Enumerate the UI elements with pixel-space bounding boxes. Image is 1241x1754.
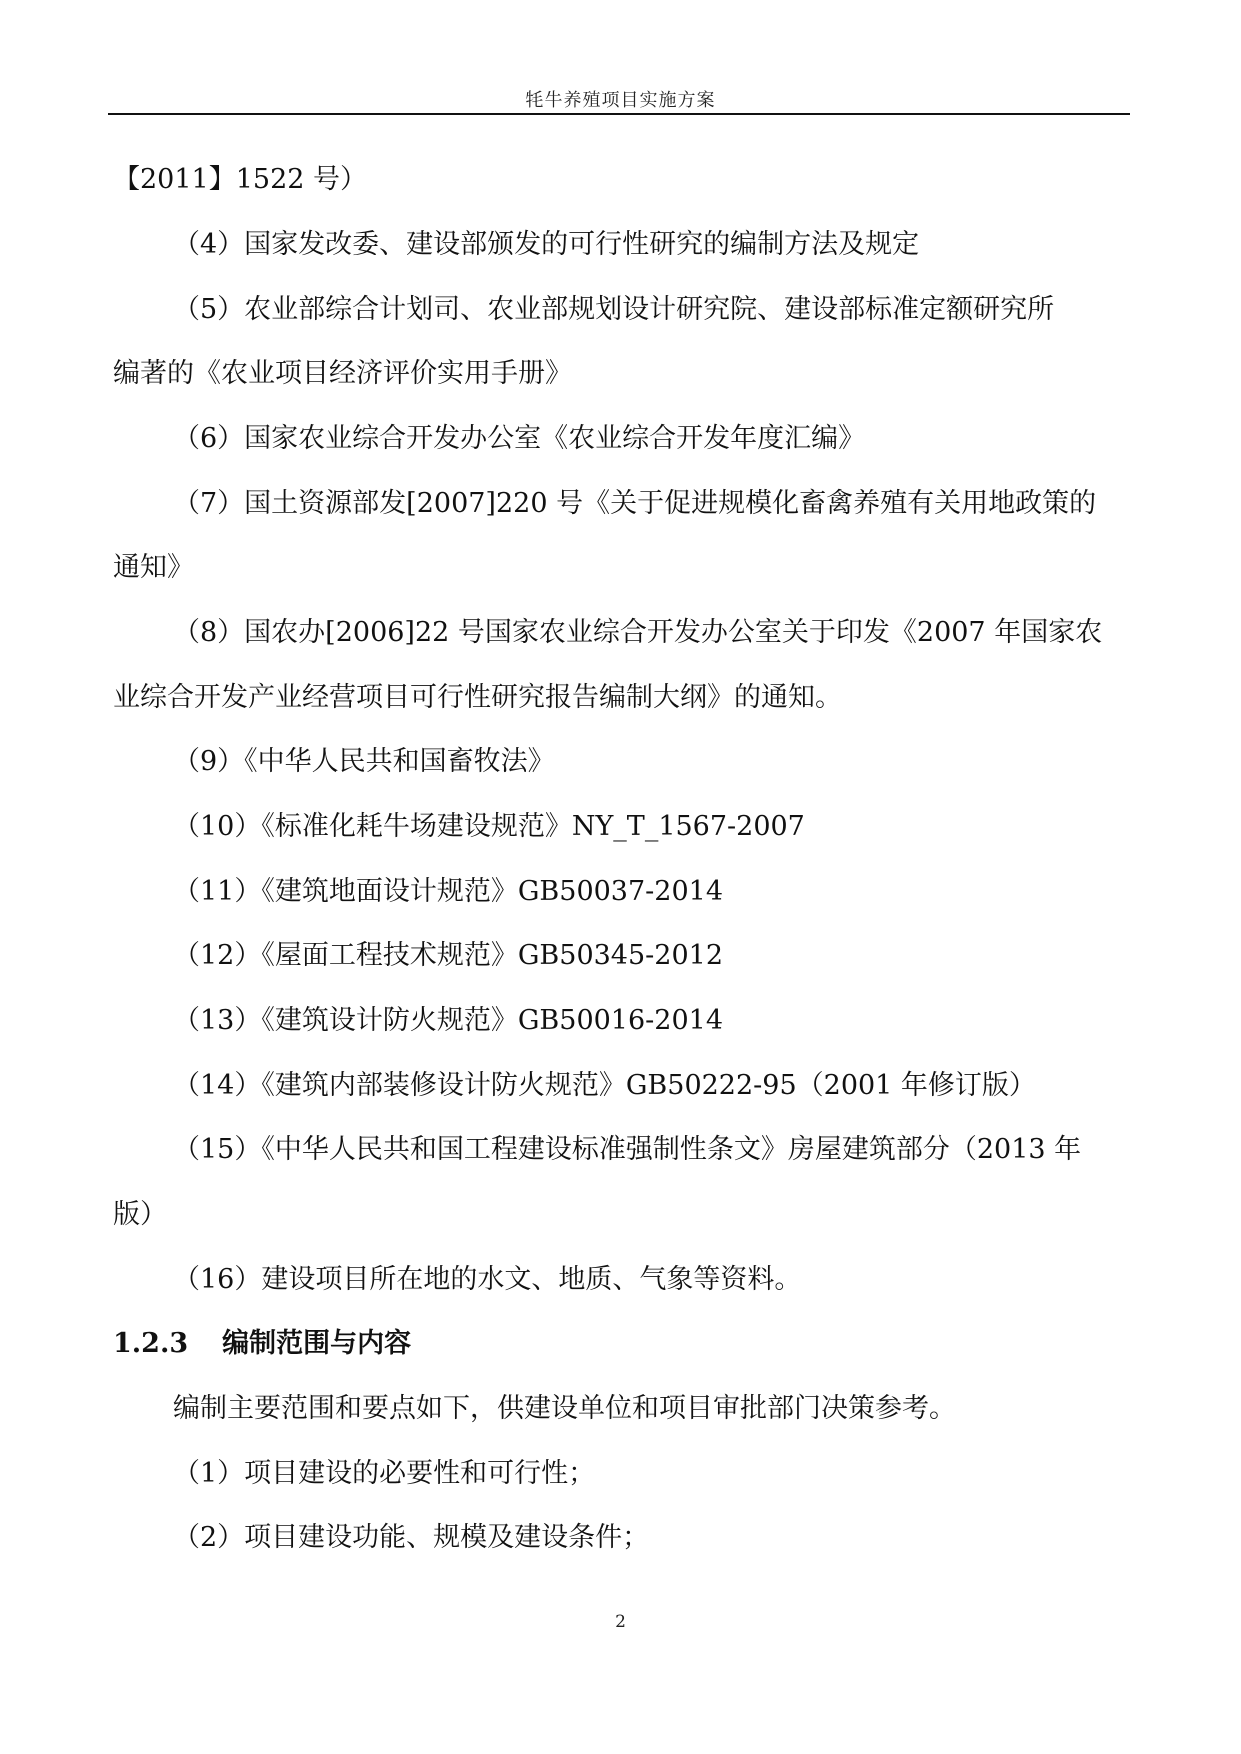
body-line: （12）《屋面工程技术规范》GB50345-2012	[173, 940, 723, 971]
body-line: 编著的《农业项目经济评价实用手册》	[113, 358, 572, 389]
body-line: 通知》	[113, 552, 194, 583]
body-line: （1）项目建设的必要性和可行性；	[173, 1458, 596, 1489]
body-line: （4）国家发改委、建设部颁发的可行性研究的编制方法及规定	[173, 229, 920, 260]
section-heading	[113, 1328, 411, 1360]
body-line: （13）《建筑设计防火规范》GB50016-2014	[173, 1005, 723, 1036]
body-line: 【2011】1522 号）	[113, 164, 368, 195]
body-line: （8）国农办[2006]22 号国家农业综合开发办公室关于印发《2007 年国家农	[173, 617, 1103, 648]
body-line: （6）国家农业综合开发办公室《农业综合开发年度汇编》	[173, 423, 866, 454]
body-line: （2）项目建设功能、规模及建设条件；	[173, 1522, 650, 1553]
section-number: 1.2.3	[113, 1328, 189, 1359]
page-number: 2	[615, 1612, 626, 1632]
body-line: （9）《中华人民共和国畜牧法》	[173, 746, 555, 777]
body-line: （5）农业部综合计划司、农业部规划设计研究院、建设部标准定额研究所	[173, 294, 1055, 325]
body-line: （10）《标准化耗牛场建设规范》NY_T_1567-2007	[173, 811, 805, 842]
header-rule	[108, 113, 1130, 115]
body-line: （14）《建筑内部装修设计防火规范》GB50222-95（2001 年修订版）	[173, 1070, 1036, 1101]
body-line: （7）国土资源部发[2007]220 号《关于促进规模化畜禽养殖有关用地政策的	[173, 488, 1097, 519]
body-line: 业综合开发产业经营项目可行性研究报告编制大纲》的通知。	[113, 682, 842, 713]
body-line: （16）建设项目所在地的水文、地质、气象等资料。	[173, 1264, 802, 1295]
body-line: 编制主要范围和要点如下，供建设单位和项目审批部门决策参考。	[173, 1393, 956, 1424]
running-header-title: 牦牛养殖项目实施方案	[525, 90, 716, 111]
body-line: （15）《中华人民共和国工程建设标准强制性条文》房屋建筑部分（2013 年	[173, 1134, 1082, 1165]
body-line: 版）	[113, 1199, 167, 1230]
body-line: （11）《建筑地面设计规范》GB50037-2014	[173, 876, 723, 907]
section-title: 编制范围与内容	[222, 1328, 412, 1359]
